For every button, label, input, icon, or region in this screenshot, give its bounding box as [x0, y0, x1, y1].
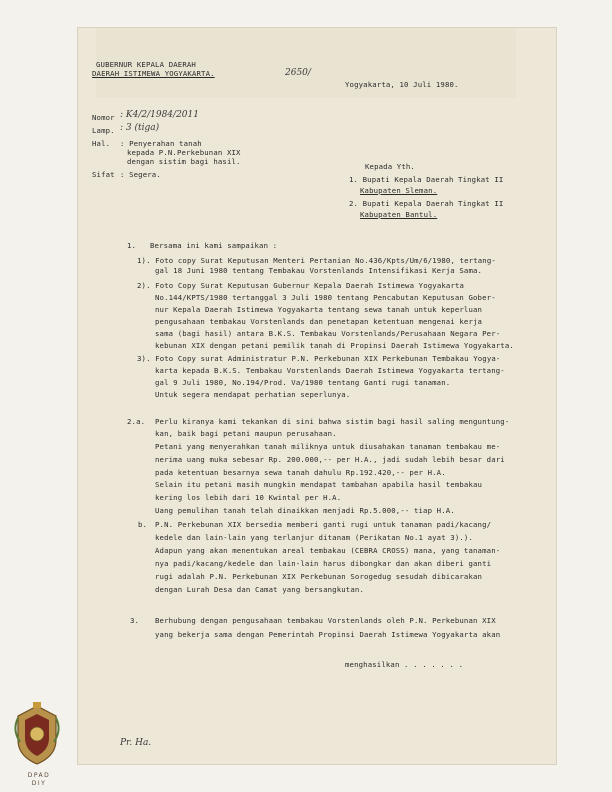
recipient-2-line-1: 2. Bupati Kepala Daerah Tingkat II: [349, 199, 504, 208]
section-2a-line-8: Uang pemulihan tanah telah dinaikkan menjadi Rp.5.000,-- tiap H.A.: [155, 506, 455, 515]
handwritten-footnote: Pr. Ha.: [120, 738, 152, 748]
section-2b-line-5: rugi adalah P.N. Perkebunan XIX Perkebunan Sorogedug sesudah dibicarakan: [155, 572, 483, 581]
item-2-line-6: kebunan XIX dengan petani pemilik tanah di Propinsi Daerah Istimewa Yogyakarta.: [155, 341, 514, 350]
crest-icon: [6, 700, 68, 770]
section-2b-line-2: kedele dan lain-lain yang terlanjur ditanam (Perikatan No.1 ayat 3).).: [155, 533, 474, 542]
section-2a-line-2: kan, baik bagi petani maupun perusahaan.: [155, 429, 337, 438]
item-2-line-3: nur Kepala Daerah Istimewa Yogyakarta tentang sewa tanah untuk keperluan: [155, 305, 483, 314]
item-2-line-2: No.144/KPTS/1980 tertanggal 3 Juli 1980 tentang Pencabutan Keputusan Gober-: [155, 293, 496, 302]
nomor-value: : K4/2/1984/2011: [120, 110, 199, 120]
letterhead-line-2: DAERAH ISTIMEWA YOGYAKARTA.: [92, 69, 215, 78]
item-2-line-1: 2). Foto Copy Surat Keputusan Gubernur Kepala Daerah Istimewa Yogyakarta: [137, 281, 465, 290]
item-2-line-5: sama (bagi hasil) antara B.K.S. Tembakau Vorstenlands/Perusahaan Negara Per-: [155, 329, 501, 338]
archive-logo: [6, 700, 68, 790]
nomor-label: Nomor: [92, 113, 115, 122]
section-2a-line-5: pada ketentuan besarnya sewa tanah dahulu Rp.192.420,-- per H.A.: [155, 468, 446, 477]
recipient-1-line-2: Kabupaten Sleman.: [360, 186, 438, 195]
section-2b-line-3: Adapun yang akan menentukan areal tembakau (CEBRA CROSS) mana, yang tanaman-: [155, 546, 501, 555]
section-3-number: 3.: [130, 616, 140, 625]
sifat-label: Sifat: [92, 170, 115, 179]
lamp-value: : 3 (tiga): [120, 123, 160, 133]
section-1-closing: Untuk segera mendapat perhatian seperlunya.: [155, 390, 351, 399]
hal-label: Hal.: [92, 139, 111, 148]
hal-value-2: kepada P.N.Perkebunan XIX: [127, 148, 241, 157]
continuation-text: menghasilkan . . . . . . .: [345, 660, 464, 669]
section-2a-line-4: nerima uang muka sebesar Rp. 200.000,-- per H.A., jadi sudah lebih besar dari: [155, 455, 505, 464]
logo-org-text: DPAD: [27, 772, 51, 779]
sifat-value: : Segera.: [120, 170, 161, 179]
section-3-line-1: Berhubung dengan pengusahaan tembakau Vorstenlands oleh P.N. Perkebunan XIX: [155, 616, 496, 625]
item-3-line-2: karta kepada B.K.S. Tembakau Vorstenlands Daerah Istimewa Yogyakarta tertang-: [155, 366, 505, 375]
section-1-number: 1.: [127, 241, 137, 250]
hal-value-3: dengan sistim bagi hasil.: [127, 157, 241, 166]
section-2a-line-1: Perlu kiranya kami tekankan di sini bahwa sistim bagi hasil saling menguntung-: [155, 417, 510, 426]
recipient-2-line-2: Kabupaten Bantul.: [360, 210, 438, 219]
section-2a-line-7: kering los lebih dari 10 Kwintal per H.A.: [155, 493, 342, 502]
lamp-label: Lamp.: [92, 126, 115, 135]
section-2b-line-4: nya padi/kacang/kedele dan lain-lain harus dibongkar dan akan diberi ganti: [155, 559, 492, 568]
logo-region-text: DIY: [31, 780, 47, 787]
item-3-line-3: gal 9 Juli 1980, No.194/Prod. Va/1980 tentang Ganti rugi tanaman.: [155, 378, 451, 387]
section-2b-line-6: dengan Lurah Desa dan Camat yang bersangkutan.: [155, 585, 364, 594]
item-2-line-4: pengusahaan tembakau Vorstenlands dan penetapan ketentuan mengenai kerja: [155, 317, 483, 326]
section-3-line-2: yang bekerja sama dengan Pemerintah Propinsi Daerah Istimewa Yogyakarta akan: [155, 630, 501, 639]
item-3-line-1: 3). Foto Copy surat Administratur P.N. Perkebunan XIX Perkebunan Tembakau Yogya-: [137, 354, 501, 363]
section-2b-number: b.: [138, 520, 148, 529]
recipient-greeting: Kepada Yth.: [365, 162, 415, 171]
section-2a-line-6: Selain itu petani masih mungkin mendapat tambahan apabila hasil tembakau: [155, 480, 483, 489]
section-1-intro: Bersama ini kami sampaikan :: [150, 241, 278, 250]
section-2b-line-1: P.N. Perkebunan XIX bersedia memberi ganti rugi untuk tanaman padi/kacang/: [155, 520, 492, 529]
recipient-1-line-1: 1. Bupati Kepala Daerah Tingkat II: [349, 175, 504, 184]
place-date: Yogyakarta, 10 Juli 1980.: [345, 80, 459, 89]
item-1-line-2: gal 18 Juni 1980 tentang Tembakau Vorstenlands Intensifikasi Kerja Sama.: [155, 266, 483, 275]
handwritten-annotation: 2650/: [285, 68, 311, 78]
letterhead-line-1: GUBERNUR KEPALA DAERAH: [96, 60, 196, 69]
hal-value-1: : Penyerahan tanah: [120, 139, 202, 148]
section-2a-line-3: Petani yang menyerahkan tanah miliknya untuk diusahakan tanaman tembakau me-: [155, 442, 501, 451]
item-1-line-1: 1). Foto copy Surat Keputusan Menteri Pertanian No.436/Kpts/Um/6/1980, tertang-: [137, 256, 496, 265]
section-2a-number: 2.a.: [127, 417, 146, 426]
